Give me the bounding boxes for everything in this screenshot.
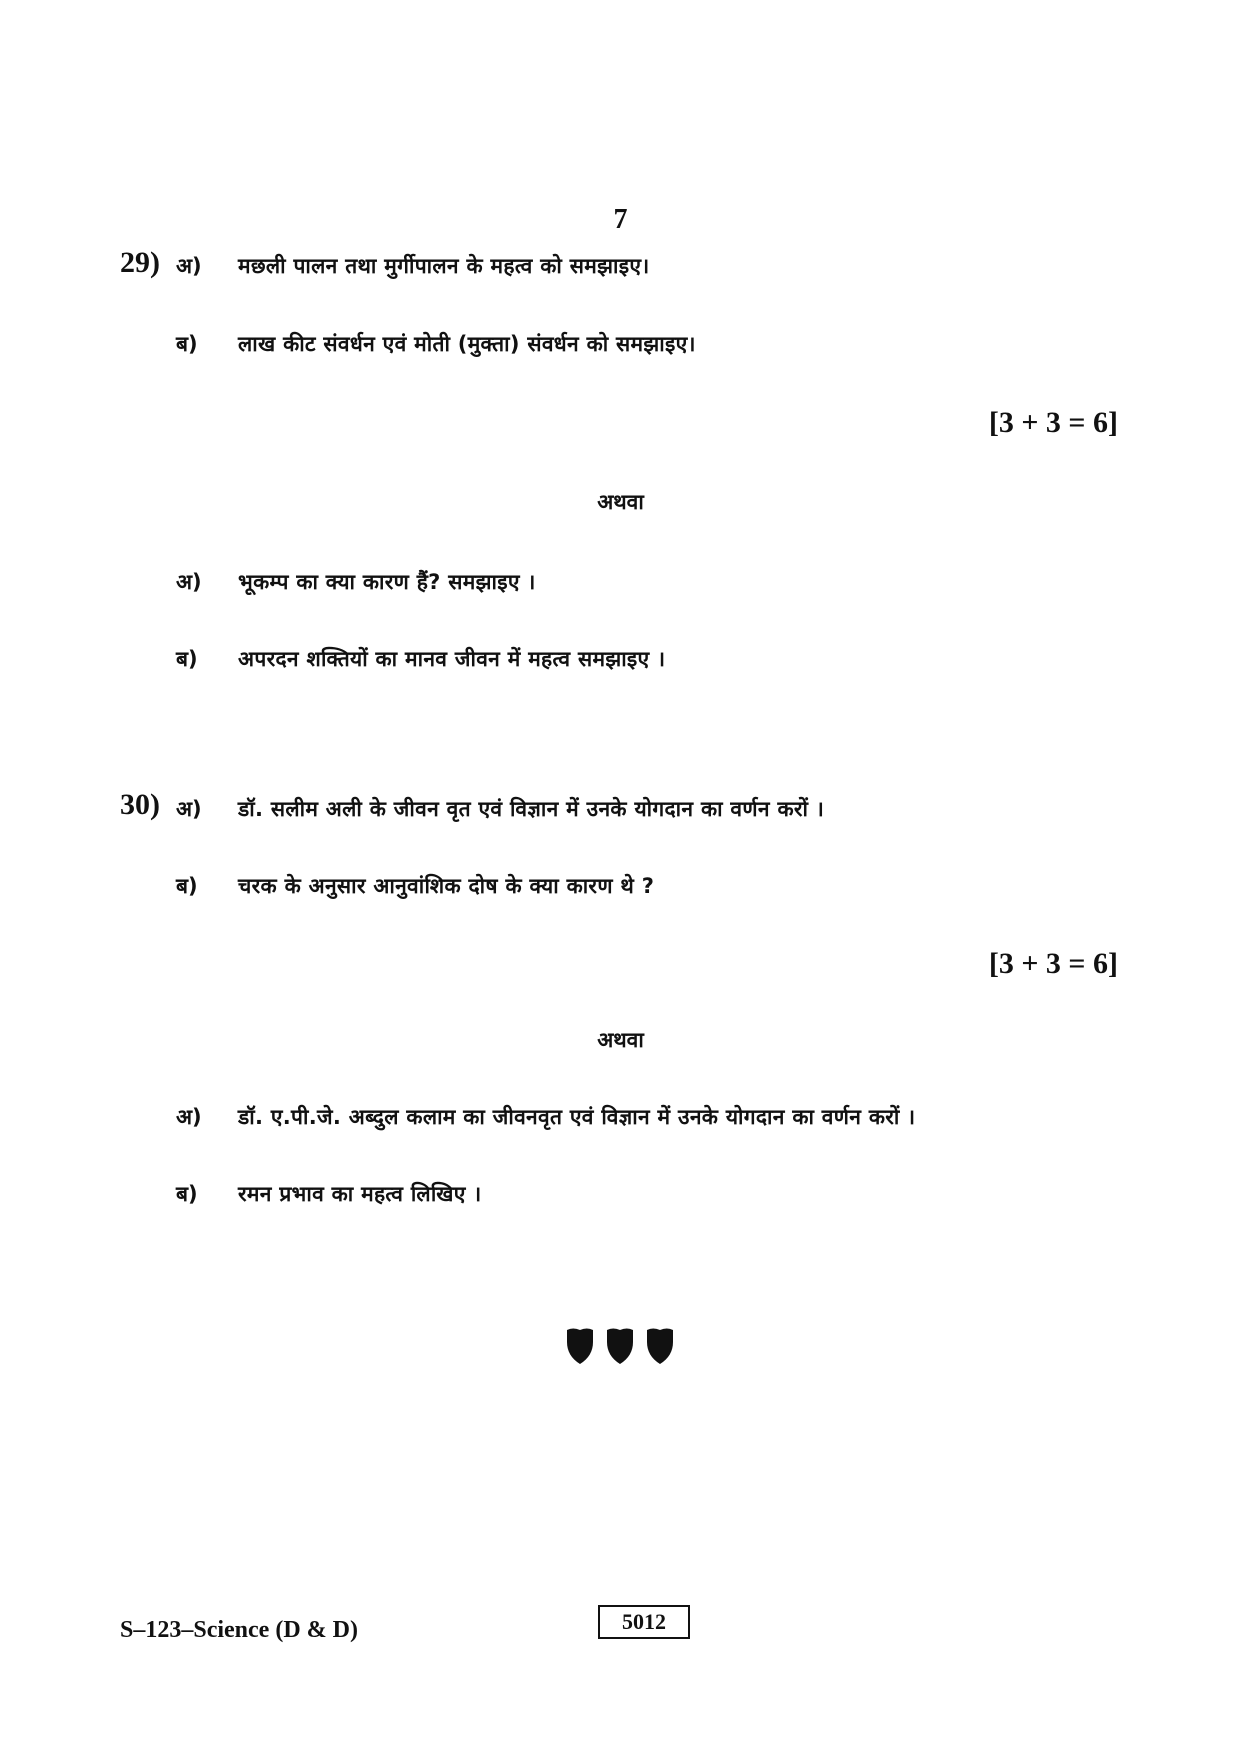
q29-part-a-label: अ) [176,254,202,278]
q30-alt-a-label: अ) [176,1105,202,1129]
q30-part-a-label: अ) [176,797,202,821]
q29-alt-a-label: अ) [176,570,202,594]
q29-part-a-text: मछली पालन तथा मुर्गीपालन के महत्व को समझाइए। [238,254,650,278]
q30-alt-b-label: ब) [176,1182,198,1206]
q30-or-label: अथवा [597,1028,644,1052]
q30-part-b-label: ब) [176,874,198,898]
q30-part-b-text: चरक के अनुसार आनुवांशिक दोष के क्या कारण थे ? [238,874,655,898]
page-number: 7 [613,204,628,235]
q29-marks: [3 + 3 = 6] [988,406,1118,439]
shield-ornament-icon [565,1326,677,1366]
subject-code: S–123–Science (D & D) [120,1617,358,1643]
question-number-30: 30) [120,788,160,821]
q29-part-b-label: ब) [176,332,198,356]
q30-marks: [3 + 3 = 6] [988,947,1118,980]
end-of-section-ornament [565,1326,677,1366]
q29-alt-b-text: अपरदन शक्तियों का मानव जीवन में महत्व समझाइए । [238,647,666,671]
q30-part-a-text: डॉ. सलीम अली के जीवन वृत एवं विज्ञान में उनके योगदान का वर्णन करों । [238,797,825,821]
q29-alt-a-text: भूकम्प का क्या कारण हैं? समझाइए । [238,570,536,594]
q29-part-b-text: लाख कीट संवर्धन एवं मोती (मुक्ता) संवर्धन को समझाइए। [238,332,696,356]
q30-alt-a-text: डॉ. ए.पी.जे. अब्दुल कलाम का जीवनवृत एवं विज्ञान में उनके योगदान का वर्णन करों । [238,1105,916,1129]
paper-code-box: 5012 [598,1605,690,1639]
q30-alt-b-text: रमन प्रभाव का महत्व लिखिए । [238,1182,482,1206]
q29-alt-b-label: ब) [176,647,198,671]
question-number-29: 29) [120,246,160,279]
q29-or-label: अथवा [597,490,644,514]
